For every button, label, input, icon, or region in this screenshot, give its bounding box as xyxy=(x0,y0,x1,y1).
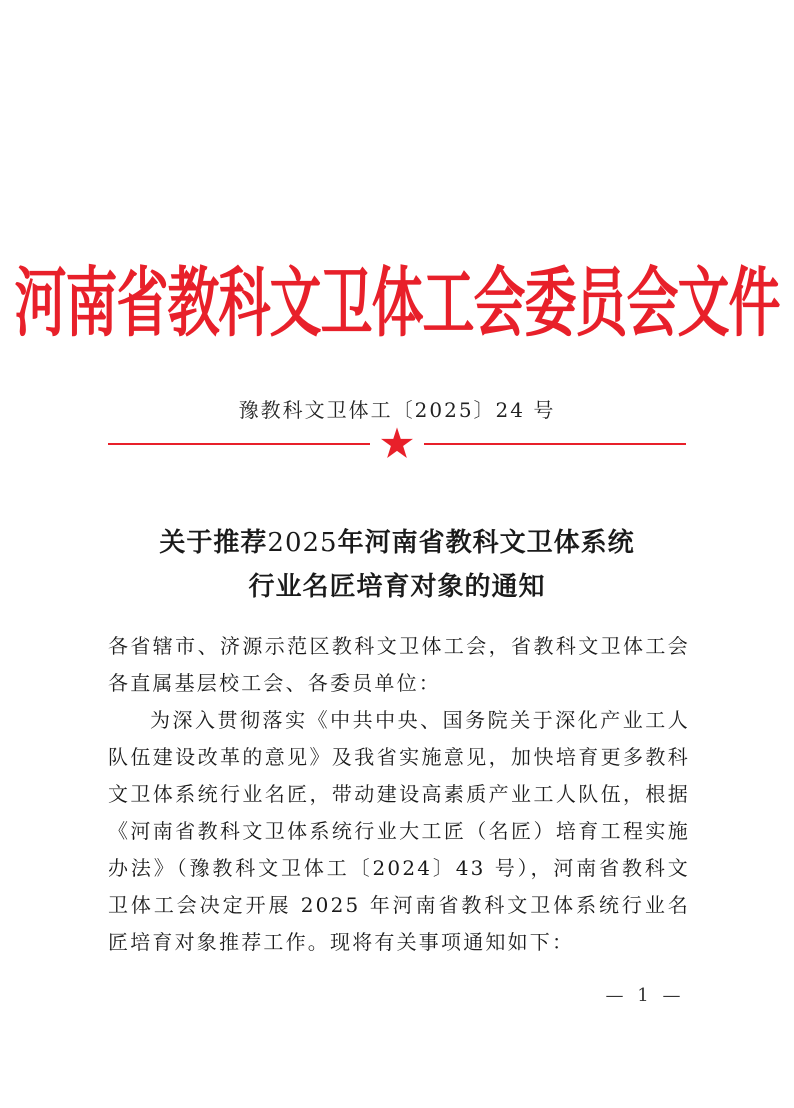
title-text-a: 关于推荐 xyxy=(159,528,268,558)
document-number: 豫教科文卫体工〔2025〕24 号 xyxy=(238,398,556,422)
star-icon xyxy=(380,426,414,460)
notice-title-line2: 行业名匠培育对象的通知 xyxy=(248,572,546,602)
masthead-title: 河南省教科文卫体工会委员会文件 xyxy=(14,261,780,348)
title-text-b: 年河南省教科文卫体系统 xyxy=(337,528,635,558)
page-number: — 1 — xyxy=(605,985,685,1006)
title-year: 2025 xyxy=(267,528,338,558)
divider-line-left xyxy=(108,443,370,445)
notice-title-line1 xyxy=(0,522,794,559)
red-divider xyxy=(108,426,686,462)
salutation: 各省辖市、济源示范区教科文卫体工会，省教科文卫体工会各直属基层校工会、各委员单位： xyxy=(108,634,690,695)
body-paragraph: 为深入贯彻落实《中共中央、国务院关于深化产业工人队伍建设改革的意见》及我省实施意见，加快培育更多教科文卫体系统行业名匠，带动建设高素质产业工人队伍，根据《河南省教科文卫体系统行业大工匠（名匠）培育工程实施办法》（豫教科文卫体工〔2024〕43 号），河南省教科文卫体工会决定开展 2025 年河南省教科文卫体系统行业名匠培育对象推荐工作。现将有关事项通知如下： xyxy=(108,708,690,954)
notice-body xyxy=(108,628,690,961)
divider-line-right xyxy=(424,443,686,445)
